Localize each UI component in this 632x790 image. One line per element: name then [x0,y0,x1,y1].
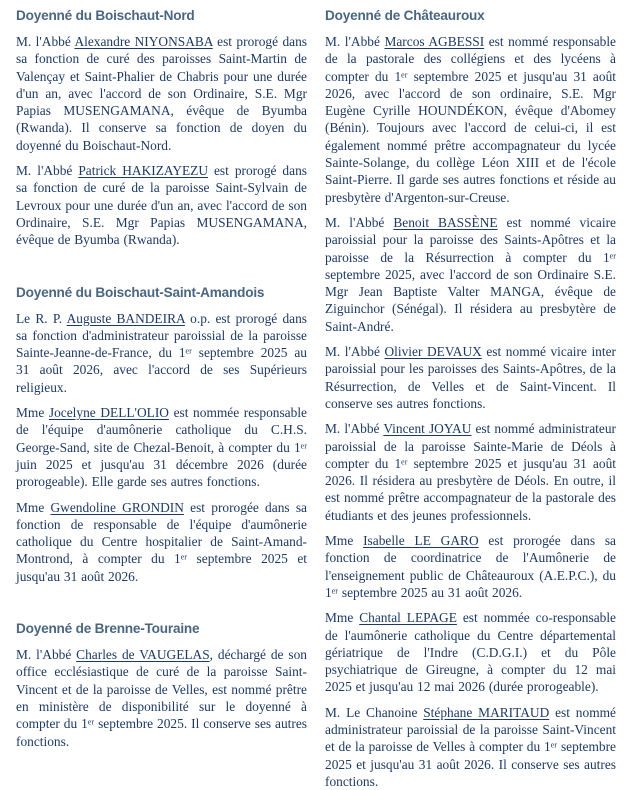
person-name: Jocelyne DELL'OLIO [48,405,169,421]
person-name: Auguste BANDEIRA [66,310,185,326]
appointment-text: o.p. est prorogé dans sa fonction d'administrateur paroissial de la paroisse Sainte-Jeanne-de-France, du 1ᵉʳ septembre 2025 au 31 août 2026, avec l'accord de ses Supérieurs religieux. [16,310,307,395]
appointment-text: est prorogée dans sa fonction de coordinatrice de l'Aumônerie de l'enseignement public de Châteauroux (A.E.P.C.), du 1ᵉʳ septembre 2025 au 31 août 2026. [325,533,616,600]
title-prefix: M. l'Abbé [16,163,79,179]
title-prefix: M. l'Abbé [325,344,385,360]
title-prefix: M. Le Chanoine [325,704,424,720]
appointment-text: est nommé vicaire inter paroissial pour les paroisses des Saints-Apôtres, de la Résurrection, de Velles et de Saint-Vincent. Il conserve ses autres fonctions. [325,344,616,411]
title-prefix: M. l'Abbé [325,421,384,437]
section-heading: Doyenné du Boischaut-Nord [16,8,195,23]
appointment-text: est prorogée dans sa fonction de responsable de l'équipe d'aumônerie catholique du Centre hospitalier de Saint-Amand-Montrond, à compter du 1ᵉʳ septembre 2025 et jusqu'au 31 août 2026. [16,499,307,584]
person-name: Chantal LEPAGE [359,610,457,626]
title-prefix: M. l'Abbé [16,647,77,663]
title-prefix: M. l'Abbé [325,34,385,49]
appointment-paragraph [16,499,307,585]
deanery-section [16,8,307,249]
appointment-paragraph [325,33,616,206]
appointment-paragraph [325,214,616,335]
deanery-section [16,621,307,750]
person-name: Marcos AGBESSI [384,34,485,49]
appointment-paragraph [16,646,307,750]
appointment-paragraph [325,343,616,412]
person-name: Stéphane MARITAUD [423,704,550,720]
title-prefix: Le R. P. [16,310,67,326]
title-prefix: Mme [325,533,364,549]
section-heading: Doyenné du Boischaut-Saint-Amandois [16,284,265,300]
person-name: Olivier DEVAUX [384,344,482,360]
person-name: Benoit BASSÈNE [393,214,498,230]
title-prefix: M. l'Abbé [16,34,75,49]
appointment-paragraph [325,532,616,601]
section-heading: Doyenné de Châteauroux [325,8,485,23]
title-prefix: Mme [325,610,360,626]
appointment-paragraph [16,33,307,154]
appointment-paragraph [325,704,616,790]
appointment-paragraph [16,162,307,248]
title-prefix: Mme [16,499,51,515]
appointment-text: , déchargé de son office ecclésiastique de curé de la paroisse Saint-Vincent et de la paroisse de Velles, est nommé prêtre en ministère de disponibilité sur le doyenné à compter du 1ᵉʳ septembre 2025. Il conserve ses autres fonctions. [16,647,307,749]
appointment-text: est nommé administrateur paroissial de la paroisse Saint-Vincent et de la paroisse de Velles à compter du 1ᵉʳ septembre 2025 et jusqu'au 31 août 2026. Il conserve ses autres fonctions. [325,704,616,789]
section-heading: Doyenné de Brenne-Touraine [16,621,200,637]
appointment-text: est nommé vicaire paroissial pour la paroisse des Saints-Apôtres et la paroisse de la Résurrection à compter du 1ᵉʳ septembre 2025, avec l'accord de son Ordinaire S.E. Mgr Jean Baptiste Valter MANGA, évêque de Ziguinchor (Sénégal). Il résidera au presbytère de Saint-André. [325,214,616,334]
person-name: Charles de VAUGELAS [76,647,210,663]
appointment-paragraph [16,404,307,490]
appointment-paragraph [325,609,616,695]
appointment-paragraph [325,420,616,524]
appointment-paragraph [16,310,307,396]
deanery-section [16,285,307,585]
person-name: Isabelle LE GARO [363,533,479,549]
title-prefix: Mme [16,405,49,421]
person-name: Patrick HAKIZAYEZU [78,163,209,179]
left-column [16,8,307,770]
right-column [325,8,616,789]
person-name: Gwendoline GRONDIN [50,499,184,515]
appointment-text: est nommé responsable de la pastorale des collégiens et des lycéens à compter du 1ᵉʳ septembre 2025 et jusqu'au 31 août 2026, avec l'accord de son ordinaire, S.E. Mgr Eugène Cyrille HOUNDÉKON, évêque d'Abomey (Bénin). Toujours avec l'accord de celui-ci, il est également nommé prêtre accompagnateur du lycée Sainte-Solange, du collège Léon XIII et de l'école Saint-Pierre. Il garde ses autres fonctions et réside au presbytère d'Argenton-sur-Creuse. [325,34,616,205]
person-name: Alexandre NIYONSABA [74,34,213,49]
appointment-text: est nommée responsable de l'équipe d'aumônerie catholique du C.H.S. George-Sand, site de Chezal-Benoit, à compter du 1ᵉʳ juin 2025 et jusqu'au 31 décembre 2026 (durée prorogeable). Elle garde ses autres fonctions. [16,405,307,490]
appointment-text: est prorogé dans sa fonction de curé de la paroisse Saint-Sylvain de Levroux pour une durée d'un an, avec l'accord de son Ordinaire, S.E. Mgr Papias MUSENGAMANA, évêque de Byumba (Rwanda). [16,163,307,248]
title-prefix: M. l'Abbé [325,214,394,230]
deanery-section [325,8,616,790]
appointment-text: est prorogé dans sa fonction de curé des paroisses Saint-Martin de Valençay et Saint-Phalier de Chabris pour une durée d'un an, avec l'accord de son Ordinaire, S.E. Mgr Papias MUSENGAMANA, évêque de Byumba (Rwanda). Il conserve sa fonction de doyen du doyenné du Boischaut-Nord. [16,34,308,153]
person-name: Vincent JOYAU [383,421,472,437]
appointment-text: est nommée co-responsable de l'aumônerie catholique du Centre départemental gériatrique de l'Indre (C.D.G.I.) et du Pôle psychiatrique de Gireugne, à compter du 12 mai 2025 et jusqu'au 12 mai 2026 (durée prorogeable). [325,610,616,695]
appointment-text: est nommé administrateur paroissial de la paroisse Sainte-Marie de Déols à compter du 1ᵉʳ septembre 2025 et jusqu'au 31 août 2026. Il résidera au presbytère de Déols. En outre, il est nommé prêtre accompagnateur de la pastorale des étudiants et des jeunes professionnels. [325,421,616,523]
